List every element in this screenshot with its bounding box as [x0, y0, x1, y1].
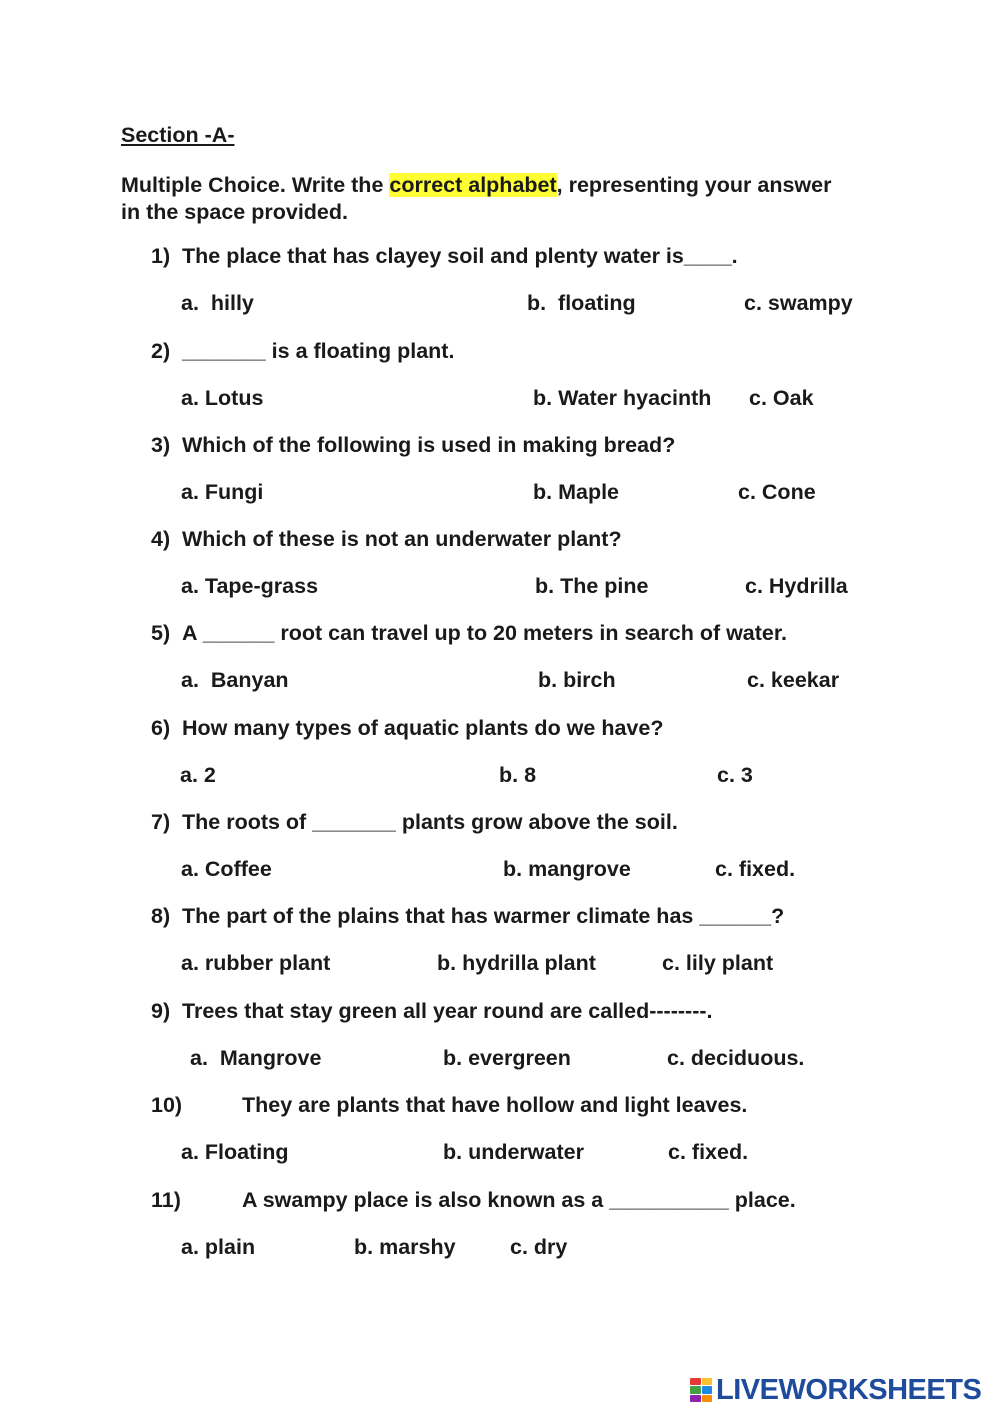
question-text: The part of the plains that has warmer climate has ______?: [182, 904, 785, 928]
option-b: b. mangrove: [503, 857, 631, 881]
logo-block: [702, 1386, 713, 1393]
option-c: c. swampy: [744, 291, 853, 315]
question-number: 10): [151, 1093, 183, 1117]
logo-block: [690, 1395, 701, 1402]
option-c: c. lily plant: [662, 951, 774, 975]
option-c: c. fixed.: [668, 1140, 749, 1164]
option-a: a. hilly: [181, 291, 254, 315]
option-b: b. The pine: [535, 574, 649, 598]
question-number: 1): [151, 244, 171, 268]
logo-block: [690, 1378, 701, 1385]
option-c: c. fixed.: [715, 857, 796, 881]
option-c: c. 3: [717, 763, 753, 787]
question-text: How many types of aquatic plants do we have?: [182, 716, 664, 740]
logo-block: [702, 1395, 713, 1402]
question-number: 11): [151, 1188, 181, 1212]
instructions-before: Multiple Choice. Write the: [121, 173, 390, 197]
instructions-highlight: correct alphabet: [389, 173, 557, 197]
question-number: 6): [151, 716, 171, 740]
question-number: 3): [151, 433, 171, 457]
option-a: a. Coffee: [181, 857, 272, 881]
instructions-after: , representing your answer in the space provided.: [121, 173, 832, 224]
option-c: c. Oak: [749, 386, 814, 410]
section-title: Section -A-: [121, 123, 235, 147]
question-number: 7): [151, 810, 171, 834]
option-c: c. Cone: [738, 480, 816, 504]
question-number: 5): [151, 621, 171, 645]
option-a: a. Tape-grass: [181, 574, 319, 598]
option-a: a. Floating: [181, 1140, 289, 1164]
question-text: Which of the following is used in making bread?: [182, 433, 676, 457]
option-a: a. Banyan: [181, 668, 289, 692]
option-b: b. Maple: [533, 480, 620, 504]
option-b: b. birch: [538, 668, 616, 692]
question-number: 4): [151, 527, 171, 551]
option-c: c. deciduous.: [667, 1046, 805, 1070]
question-text: Trees that stay green all year round are called--------.: [182, 999, 713, 1023]
question-number: 9): [151, 999, 171, 1023]
question-number: 8): [151, 904, 171, 928]
option-a: a. rubber plant: [181, 951, 331, 975]
question-text: They are plants that have hollow and light leaves.: [242, 1093, 748, 1117]
liveworksheets-logo: [690, 1373, 982, 1406]
option-a: a. Lotus: [181, 386, 264, 410]
option-c: c. Hydrilla: [745, 574, 848, 598]
option-b: b. 8: [499, 763, 537, 787]
question-text: A swampy place is also known as a __________ place.: [242, 1188, 796, 1212]
instructions: [121, 172, 841, 226]
option-a: a. Mangrove: [190, 1046, 322, 1070]
option-b: b. floating: [527, 291, 636, 315]
question-number: 2): [151, 339, 171, 363]
option-a: a. Fungi: [181, 480, 264, 504]
option-c: c. dry: [510, 1235, 568, 1259]
question-text: A ______ root can travel up to 20 meters in search of water.: [182, 621, 788, 645]
option-b: b. evergreen: [443, 1046, 571, 1070]
option-c: c. keekar: [747, 668, 840, 692]
option-b: b. Water hyacinth: [533, 386, 712, 410]
logo-block: [690, 1386, 701, 1393]
option-b: b. marshy: [354, 1235, 456, 1259]
option-b: b. hydrilla plant: [437, 951, 596, 975]
question-text: The roots of _______ plants grow above the soil.: [182, 810, 678, 834]
question-text: Which of these is not an underwater plant?: [182, 527, 622, 551]
option-b: b. underwater: [443, 1140, 584, 1164]
option-a: a. plain: [181, 1235, 256, 1259]
logo-mark-icon: [690, 1378, 712, 1402]
question-text: _______ is a floating plant.: [182, 339, 455, 363]
question-text: The place that has clayey soil and plenty water is____.: [182, 244, 738, 268]
logo-block: [702, 1378, 713, 1385]
option-a: a. 2: [180, 763, 216, 787]
logo-text: LIVEWORKSHEETS: [716, 1373, 982, 1406]
